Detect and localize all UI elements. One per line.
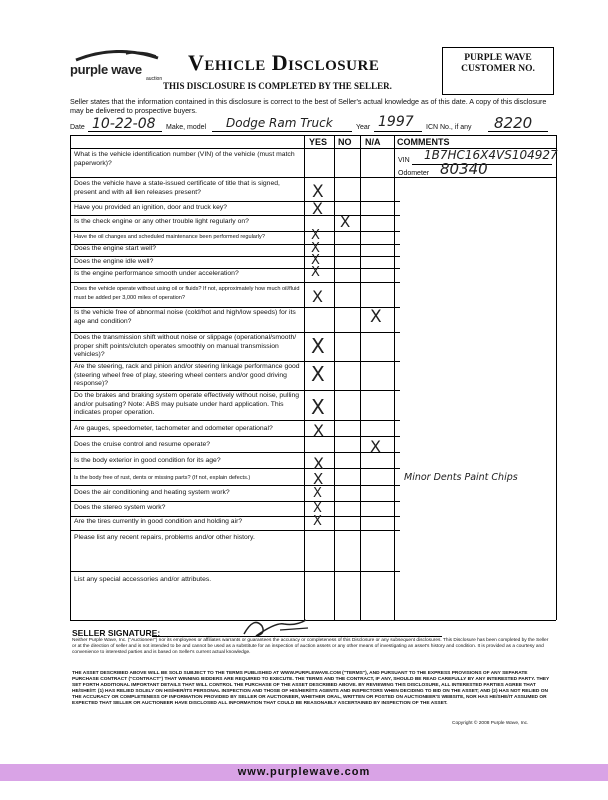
question-steering: Are the steering, rack and pinion and/or steering linkage performance good (steering wheel free of play, steering wheel centers and/or good driving response)? (74, 363, 300, 387)
column-header-na: N/A (365, 137, 381, 147)
year-label: Year (356, 124, 371, 131)
icn-value[interactable]: 8220 (494, 114, 533, 132)
question-stereo: Does the stereo system work? (74, 504, 166, 511)
answer-yes-mark[interactable]: X (313, 421, 324, 440)
answer-yes-mark[interactable]: X (311, 265, 320, 280)
question-vin: What is the vehicle identification number (VIN) of the vehicle (must match paperwork)? (74, 151, 295, 167)
footer-url-banner[interactable] (0, 764, 608, 781)
document-subtitle: THIS DISCLOSURE IS COMPLETED BY THE SELLER. (163, 81, 392, 91)
question-air-conditioning: Does the air conditioning and heating system work? (74, 489, 230, 496)
answer-yes-mark[interactable]: X (312, 287, 323, 306)
icn-label: ICN No., if any (426, 124, 472, 131)
copyright: Copyright © 2008 Purple Wave, Inc. (452, 721, 529, 726)
question-accessories: List any special accessories and/or attributes. (74, 576, 212, 583)
question-engine-start: Does the engine start well? (74, 245, 156, 252)
answer-na-mark[interactable]: X (370, 307, 382, 327)
column-header-comments: COMMENTS (397, 137, 450, 147)
question-cruise-control: Does the cruise control and resume operate? (74, 441, 211, 448)
answer-yes-mark[interactable]: X (312, 182, 324, 202)
question-title: Does the vehicle have a state-issued certificate of title that is signed, present and with all lien releases present? (74, 180, 280, 196)
answer-yes-mark[interactable]: X (313, 501, 322, 516)
year-value[interactable]: 1997 (378, 114, 414, 130)
answer-no-mark[interactable]: X (313, 470, 324, 488)
answer-yes-mark[interactable]: X (311, 395, 325, 419)
question-body-rust: Is the body free of rust, dents or missing parts? (If not, explain defects.) (74, 475, 251, 481)
answer-yes-mark[interactable]: X (311, 362, 325, 386)
vin-value[interactable]: 1B7HC16X4VS104927 (424, 148, 558, 162)
disclaimer-paragraph: Neither Purple Wave, Inc. ("Auctioneer") nor its employees or affiliates warrants or guarantees the accuracy or completeness of this Disclosure or any subsequent disclosures. This Disclosure has been completed by the Seller or at the direction of seller and is not intended to be and cannot be used as a substitute for an inspection of auction assets or any other means of investigating an asset's history and condition. It is provided as a courtesy and convenience to interested parties and is based on Seller's current actual knowledge. (72, 638, 549, 655)
logo-subtext: auction (146, 76, 163, 82)
question-brakes: Do the brakes and braking system operate effectively without noise, pulling and/or pulsating? Note: ABS may pulsate under hard application. This indicates proper operation. (74, 392, 300, 416)
answer-no-mark[interactable]: X (340, 213, 351, 231)
question-transmission: Does the transmission shift without noise or slippage (operational/smooth/ proper shift points/clutch operates smoothly on manual transmission vehicles)? (74, 334, 297, 358)
logo-text: purple wave (70, 62, 142, 77)
odometer-value[interactable]: 80340 (440, 160, 488, 178)
answer-yes-mark[interactable]: X (312, 199, 323, 218)
footer-url[interactable]: www.purplewave.com (237, 766, 371, 778)
answer-yes-mark[interactable]: X (311, 228, 320, 243)
question-gauges: Are gauges, speedometer, tachometer and odometer operational? (74, 425, 273, 432)
answer-yes-mark[interactable]: X (313, 454, 324, 473)
odometer-label: Odometer (398, 170, 430, 177)
question-engine-performance: Is the engine performance smooth under acceleration? (74, 270, 239, 277)
customer-number-box (442, 47, 554, 95)
question-keys: Have you provided an ignition, door and truck key? (74, 204, 228, 211)
make-label: Make, model (166, 124, 207, 131)
question-oil-changes: Have the oil changes and scheduled maintenance been performed regularly? (74, 234, 265, 240)
question-oil-fluids: Does the vehicle operate without using oil or fluids? If not, approximately how much oil/fluid must be added per 3,000 miles of operation? (74, 286, 300, 301)
make-value[interactable]: Dodge Ram Truck (226, 116, 333, 130)
question-engine-idle: Does the engine idle well? (74, 258, 154, 265)
answer-yes-mark[interactable]: X (313, 514, 322, 529)
column-header-no: NO (338, 137, 352, 147)
vin-label: VIN (398, 157, 410, 164)
question-abnormal-noise: Is the vehicle free of abnormal noise (cold/hot and high/low speeds) for its age and condition? (74, 309, 296, 325)
answer-na-mark[interactable]: X (370, 437, 381, 456)
customer-box-line2: CUSTOMER NO. (461, 64, 535, 74)
customer-box-line1: PURPLE WAVE (464, 53, 532, 63)
date-value[interactable]: 10-22-08 (92, 116, 156, 132)
date-label: Date (70, 124, 85, 131)
answer-yes-mark[interactable]: X (311, 253, 320, 268)
answer-yes-mark[interactable]: X (311, 334, 325, 358)
answer-yes-mark[interactable]: X (311, 241, 320, 256)
question-tires: Are the tires currently in good condition and holding air? (74, 518, 243, 525)
question-recent-repairs: Please list any recent repairs, problems and/or other history. (74, 534, 255, 541)
column-header-yes: YES (309, 137, 328, 147)
question-body-exterior: Is the body exterior in good condition for its age? (74, 457, 221, 464)
comment-body-defects[interactable]: Minor Dents Paint Chips (404, 472, 518, 483)
seller-signature-label: SELLER SIGNATURE: (72, 628, 161, 638)
answer-yes-mark[interactable]: X (313, 486, 322, 501)
question-check-engine: Is the check engine or any other trouble light regularly on? (74, 218, 249, 225)
document-title: Vehicle Disclosure (188, 50, 380, 75)
terms-paragraph: THE ASSET DESCRIBED ABOVE WILL BE SOLD SUBJECT TO THE TERMS PUBLISHED AT WWW.PURPLEWAVE.COM ("TERMS"), AND PURSUANT TO THE EXPRESS PROVISIONS OF ANY SEPARATE PURCHASE CONTRACT ("CONTRACT") THAT WINNING BIDDERS ARE REQUIRED TO EXECUTE. THE TERMS AND THE CONTRACT, IF ANY, SHOULD BE READ CAREFULLY BY ANY INTERESTED PARTY. THEY SET FORTH ADDITIONAL IMPORTANT DETAILS THAT WILL CONTROL THE PURCHASE OF THE ASSET DESCRIBED ABOVE. BY REVIEWING THIS DISCLOSURE, ALL INTERESTED PARTIES AGREE THAT HE/SHE/IT: (1) HAS RELIED SOLELY ON HIS/HER/ITS PERSONAL INSPECTION AND THOSE OF HIS/HER/ITS AGENTS AND INSPECTORS WHEN DECIDING TO BID ON THE ASSET; AND (2) HAS NOT RELIED ON THE ACCURACY OR COMPLETENESS OF INFORMATION PROVIDED BY SELLER OR AUCTIONEER, WHETHER ORAL, WRITTEN OR POSTED ON AUCTIONEER'S WEBSITE, NOR HAS HE/SHE/IT ASSUMED OR EXPECTED THAT SELLER OR AUCTIONEER HAVE DISCLOSED ALL INFORMATION THAT COULD BE REASONABLY ASCERTAINED BY INSPECTION OF THE ASSET. (72, 671, 550, 706)
seller-statement: Seller states that the information contained in this disclosure is correct to the best of Seller's actual knowledge as of this date. A copy of this disclosure may be delivered to prospective buyers. (70, 97, 547, 115)
